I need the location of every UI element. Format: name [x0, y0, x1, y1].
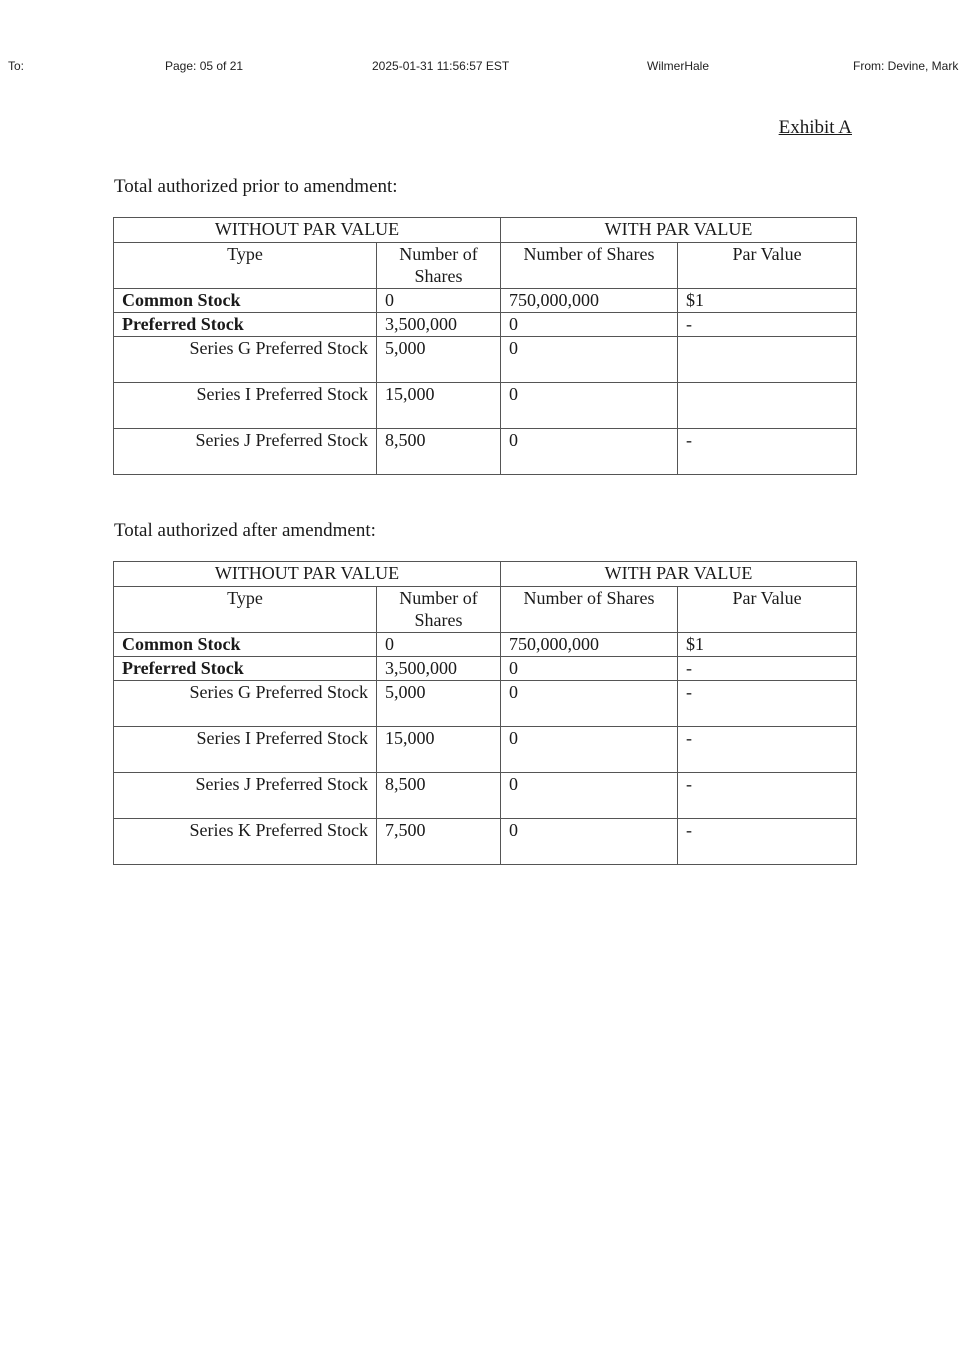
row-with-par-shares: 0 — [501, 429, 678, 475]
row-par-value: - — [678, 657, 857, 681]
par-value-header: Par Value — [678, 243, 857, 289]
fax-page: Page: 05 of 21 — [165, 59, 244, 73]
type-header: Type — [114, 243, 377, 289]
fax-timestamp: 2025-01-31 11:56:57 EST — [372, 59, 510, 73]
row-type: Common Stock — [114, 289, 377, 313]
row-par-value — [678, 337, 857, 383]
row-without-par-shares: 3,500,000 — [377, 313, 501, 337]
row-with-par-shares: 0 — [501, 313, 678, 337]
exhibit-label: Exhibit A — [778, 117, 852, 138]
number-of-shares-header: Number of Shares — [377, 587, 501, 633]
row-with-par-shares: 0 — [501, 681, 678, 727]
table-row — [114, 633, 857, 657]
row-without-par-shares: 3,500,000 — [377, 657, 501, 681]
row-with-par-shares: 750,000,000 — [501, 289, 678, 313]
with-par-shares-header: Number of Shares — [501, 587, 678, 633]
after-table-title: Total authorized after amendment: — [114, 520, 376, 541]
type-header: Type — [114, 587, 377, 633]
table-row — [114, 727, 857, 773]
table-column-header — [114, 243, 857, 289]
row-type: Series J Preferred Stock — [114, 429, 377, 475]
row-par-value: - — [678, 429, 857, 475]
row-type: Series I Preferred Stock — [114, 383, 377, 429]
row-par-value: $1 — [678, 289, 857, 313]
par-value-header: Par Value — [678, 587, 857, 633]
table-row — [114, 657, 857, 681]
without-par-header: WITHOUT PAR VALUE — [114, 218, 501, 243]
row-with-par-shares: 0 — [501, 383, 678, 429]
prior-table-title: Total authorized prior to amendment: — [114, 176, 398, 197]
row-with-par-shares: 0 — [501, 819, 678, 865]
table-group-header — [114, 218, 857, 243]
row-type: Preferred Stock — [114, 313, 377, 337]
without-par-header: WITHOUT PAR VALUE — [114, 562, 501, 587]
row-without-par-shares: 8,500 — [377, 429, 501, 475]
with-par-header: WITH PAR VALUE — [501, 218, 857, 243]
row-par-value: - — [678, 313, 857, 337]
row-with-par-shares: 750,000,000 — [501, 633, 678, 657]
row-type: Series K Preferred Stock — [114, 819, 377, 865]
row-with-par-shares: 0 — [501, 727, 678, 773]
fax-from: From: Devine, Mark — [853, 59, 959, 73]
table-group-header — [114, 562, 857, 587]
row-par-value: - — [678, 773, 857, 819]
table-row — [114, 383, 857, 429]
number-of-shares-header: Number of Shares — [377, 243, 501, 289]
after-shares-table — [113, 561, 857, 865]
with-par-shares-header: Number of Shares — [501, 243, 678, 289]
table-row — [114, 773, 857, 819]
fax-to: To: — [8, 59, 25, 73]
row-type: Series G Preferred Stock — [114, 681, 377, 727]
table-row — [114, 819, 857, 865]
table-row — [114, 289, 857, 313]
row-without-par-shares: 0 — [377, 633, 501, 657]
with-par-header: WITH PAR VALUE — [501, 562, 857, 587]
row-par-value: - — [678, 819, 857, 865]
row-without-par-shares: 5,000 — [377, 337, 501, 383]
row-without-par-shares: 7,500 — [377, 819, 501, 865]
fax-header — [0, 59, 967, 75]
table-row — [114, 337, 857, 383]
row-without-par-shares: 5,000 — [377, 681, 501, 727]
row-type: Series J Preferred Stock — [114, 773, 377, 819]
fax-firm: WilmerHale — [647, 59, 710, 73]
table-row — [114, 681, 857, 727]
row-without-par-shares: 15,000 — [377, 727, 501, 773]
row-with-par-shares: 0 — [501, 337, 678, 383]
row-type: Preferred Stock — [114, 657, 377, 681]
row-with-par-shares: 0 — [501, 657, 678, 681]
table-row — [114, 429, 857, 475]
row-type: Series I Preferred Stock — [114, 727, 377, 773]
row-par-value: - — [678, 681, 857, 727]
table-row — [114, 313, 857, 337]
row-par-value — [678, 383, 857, 429]
row-type: Common Stock — [114, 633, 377, 657]
row-type: Series G Preferred Stock — [114, 337, 377, 383]
row-par-value: $1 — [678, 633, 857, 657]
row-without-par-shares: 8,500 — [377, 773, 501, 819]
row-par-value: - — [678, 727, 857, 773]
row-with-par-shares: 0 — [501, 773, 678, 819]
row-without-par-shares: 15,000 — [377, 383, 501, 429]
row-without-par-shares: 0 — [377, 289, 501, 313]
table-column-header — [114, 587, 857, 633]
prior-shares-table — [113, 217, 857, 475]
